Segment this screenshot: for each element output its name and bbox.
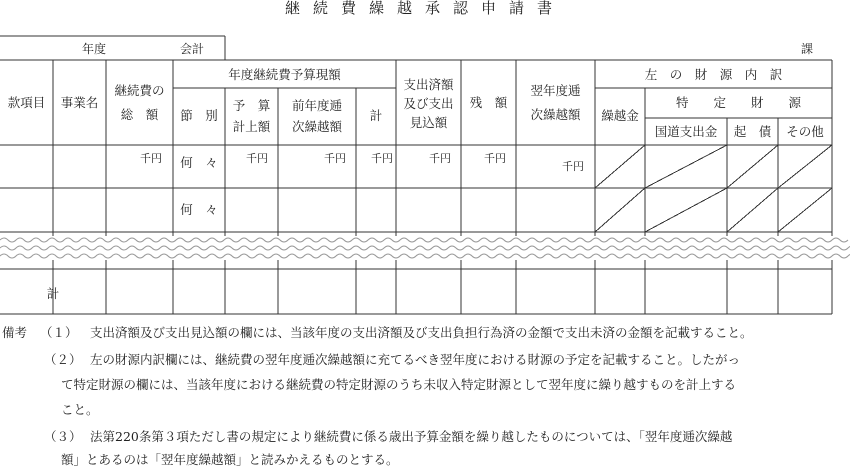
note2-line1: 左の財源内訳欄には、継続費の翌年度逓次繰越額に充てるべき翌年度における財源の予定を記載すること。したがっ — [90, 352, 741, 367]
note1-mark: （１） — [40, 325, 78, 340]
col-total-1: 継続費の — [114, 83, 165, 98]
unit-shishutsu: 千円 — [429, 152, 451, 165]
row2-label: 何 々 — [180, 202, 218, 217]
col-tokutei: 特 定 財 源 — [675, 95, 801, 110]
col-zennen-1: 前年度逓 — [291, 98, 342, 113]
col-shishutsu-2: 及び支出 — [403, 96, 454, 111]
note2-mark: （２） — [44, 352, 82, 367]
col-yokunen-1: 翌年度逓 — [530, 83, 581, 98]
col-kurikoshi: 繰越金 — [601, 108, 639, 123]
unit-zennen: 千円 — [324, 152, 346, 165]
account-label: 会計 — [180, 42, 205, 56]
col-yokunen-2: 次繰越額 — [530, 107, 581, 122]
col-kokko: 国道支出金 — [654, 124, 718, 139]
col-yosan-2: 計上額 — [232, 119, 271, 134]
row1-label: 何 々 — [180, 155, 218, 170]
unit-yokunen: 千円 — [562, 160, 584, 173]
notes-prefix: 備考 — [2, 325, 28, 340]
note3-line2: 額」とあるのは「翌年度繰越額」と読みかえるものとする。 — [61, 452, 399, 467]
col-project: 事業名 — [60, 95, 99, 110]
unit-yosan: 千円 — [246, 152, 268, 165]
note3-mark: （３） — [44, 429, 82, 444]
col-setsu: 節 別 — [180, 108, 218, 123]
unit-kei: 千円 — [371, 152, 393, 165]
col-budget-group: 年度継続費予算現額 — [228, 67, 341, 82]
note2-line2: て特定財源の欄には、当該年度における継続費の特定財源のうち未収入特定財源として翌年度に繰り越すものを計上する — [61, 377, 737, 392]
col-total-2: 総 額 — [120, 107, 159, 122]
note3-line1: 法第220条第３項ただし書の規定により継続費に係る歳出予算金額を繰り越したものについては、「翌年度逓次繰越 — [90, 429, 733, 444]
col-yosan-1: 予 算 — [232, 98, 271, 113]
col-kisai: 起 債 — [733, 124, 772, 139]
col-item: 款項目 — [7, 95, 46, 110]
col-kei: 計 — [369, 108, 383, 123]
col-zennen-2: 次繰越額 — [291, 119, 342, 134]
note2-line3: こと。 — [61, 402, 99, 417]
total-row-label: 計 — [46, 286, 60, 301]
col-zan: 残 額 — [469, 95, 508, 110]
col-sonota: その他 — [786, 124, 824, 139]
unit-total: 千円 — [140, 152, 162, 165]
note1-text: 支出済額及び支出見込額の欄には、当該年度の支出済額及び支出負担行為済の金額で支出未済の金額を記載すること。 — [90, 325, 753, 340]
col-shishutsu-1: 支出済額 — [403, 77, 454, 92]
fiscal-year-label: 年度 — [82, 42, 107, 56]
col-shishutsu-3: 見込額 — [409, 115, 448, 130]
document-title: 継続費繰越承認申請書 — [284, 0, 565, 17]
section-label: 課 — [801, 42, 814, 56]
col-source-group: 左 の 財 源 内 訳 — [644, 67, 783, 82]
unit-zan: 千円 — [484, 152, 506, 165]
